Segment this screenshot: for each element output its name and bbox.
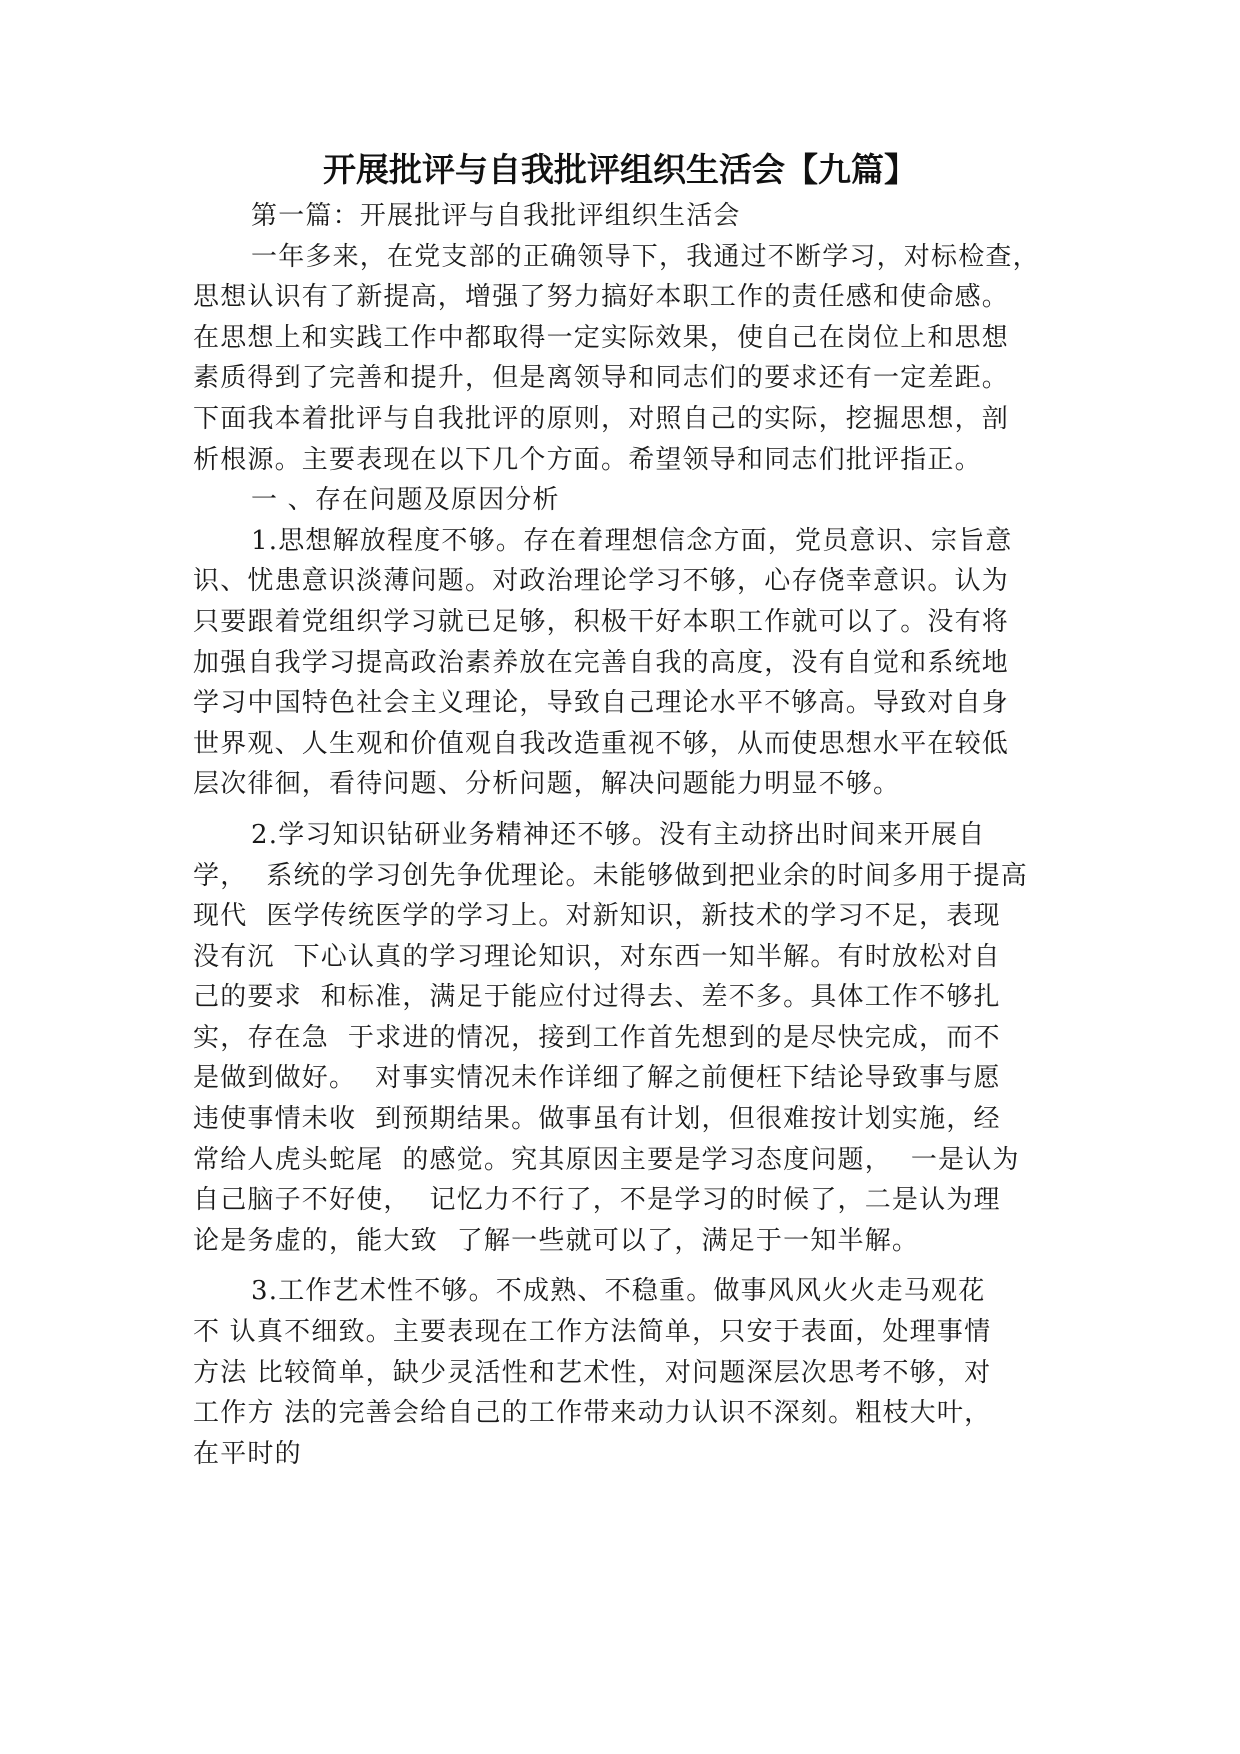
text-line: 识、忧患意识淡薄问题。对政治理论学习不够，心存侥幸意识。认为 <box>193 566 1010 597</box>
text-line: 工作方 法的完善会给自己的工作带来动力认识不深刻。粗枝大叶， <box>193 1398 992 1429</box>
text-line: 在思想上和实践工作中都取得一定实际效果，使自己在岗位上和思想 <box>193 322 1010 353</box>
text-line: 素质得到了完善和提升，但是离领导和同志们的要求还有一定差距。 <box>193 363 1010 394</box>
text-line: 层次徘徊，看待问题、分析问题，解决问题能力明显不够。 <box>193 769 901 800</box>
text-line: 一年多来，在党支部的正确领导下，我通过不断学习，对标检查， <box>251 241 1040 272</box>
text-line: 实，存在急 于求进的情况，接到工作首先想到的是尽快完成，而不 <box>193 1022 1001 1053</box>
text-line: 只要跟着党组织学习就已足够，积极干好本职工作就可以了。没有将 <box>193 606 1010 637</box>
text-line: 学， 系统的学习创先争优理论。未能够做到把业余的时间多用于提高 <box>193 860 1028 891</box>
text-line: 论是务虚的，能大致 了解一些就可以了，满足于一知半解。 <box>193 1225 920 1256</box>
text-line: 加强自我学习提高政治素养放在完善自我的高度，没有自觉和系统地 <box>193 647 1010 678</box>
text-line: 违使事情未收 到预期结果。做事虽有计划，但很难按计划实施，经 <box>193 1104 1001 1135</box>
text-line: 常给人虎头蛇尾 的感觉。究其原因主要是学习态度问题， 一是认为 <box>193 1144 1020 1175</box>
text-line: 3.工作艺术性不够。不成熟、不稳重。做事风风火火走马观花 <box>251 1276 986 1307</box>
text-line: 学习中国特色社会主义理论，导致自己理论水平不够高。导致对自身 <box>193 688 1010 719</box>
text-line: 1.思想解放程度不够。存在着理想信念方面，党员意识、宗旨意 <box>251 525 1013 556</box>
text-line: 2.学习知识钻研业务精神还不够。没有主动挤出时间来开展自 <box>251 819 986 850</box>
text-line: 是做到做好。 对事实情况未作详细了解之前便枉下结论导致事与愿 <box>193 1063 1001 1094</box>
document-title: 开展批评与自我批评组织生活会【九篇】 <box>323 150 917 189</box>
text-line: 析根源。主要表现在以下几个方面。希望领导和同志们批评指正。 <box>193 444 982 475</box>
text-line: 一 、存在问题及原因分析 <box>251 485 560 516</box>
text-line: 现代 医学传统医学的学习上。对新知识，新技术的学习不足，表现 <box>193 901 1001 932</box>
document-body <box>193 196 1075 1474</box>
text-line: 世界观、人生观和价值观自我改造重视不够，从而使思想水平在较低 <box>193 728 1010 759</box>
text-line: 己的要求 和标准，满足于能应付过得去、差不多。具体工作不够扎 <box>193 982 1001 1013</box>
text-line: 不 认真不细致。主要表现在工作方法简单，只安于表面，处理事情 <box>193 1317 992 1348</box>
text-line: 思想认识有了新提高，增强了努力搞好本职工作的责任感和使命感。 <box>193 282 1010 313</box>
text-line: 没有沉 下心认真的学习理论知识，对东西一知半解。有时放松对自 <box>193 941 1001 972</box>
text-line: 在平时的 <box>193 1438 302 1469</box>
text-line: 自己脑子不好使， 记忆力不行了，不是学习的时候了，二是认为理 <box>193 1185 1001 1216</box>
text-line: 方法 比较简单，缺少灵活性和艺术性，对问题深层次思考不够，对 <box>193 1357 992 1388</box>
text-line: 第一篇：开展批评与自我批评组织生活会 <box>251 201 741 231</box>
text-line: 下面我本着批评与自我批评的原则，对照自己的实际，挖掘思想，剖 <box>193 403 1010 434</box>
